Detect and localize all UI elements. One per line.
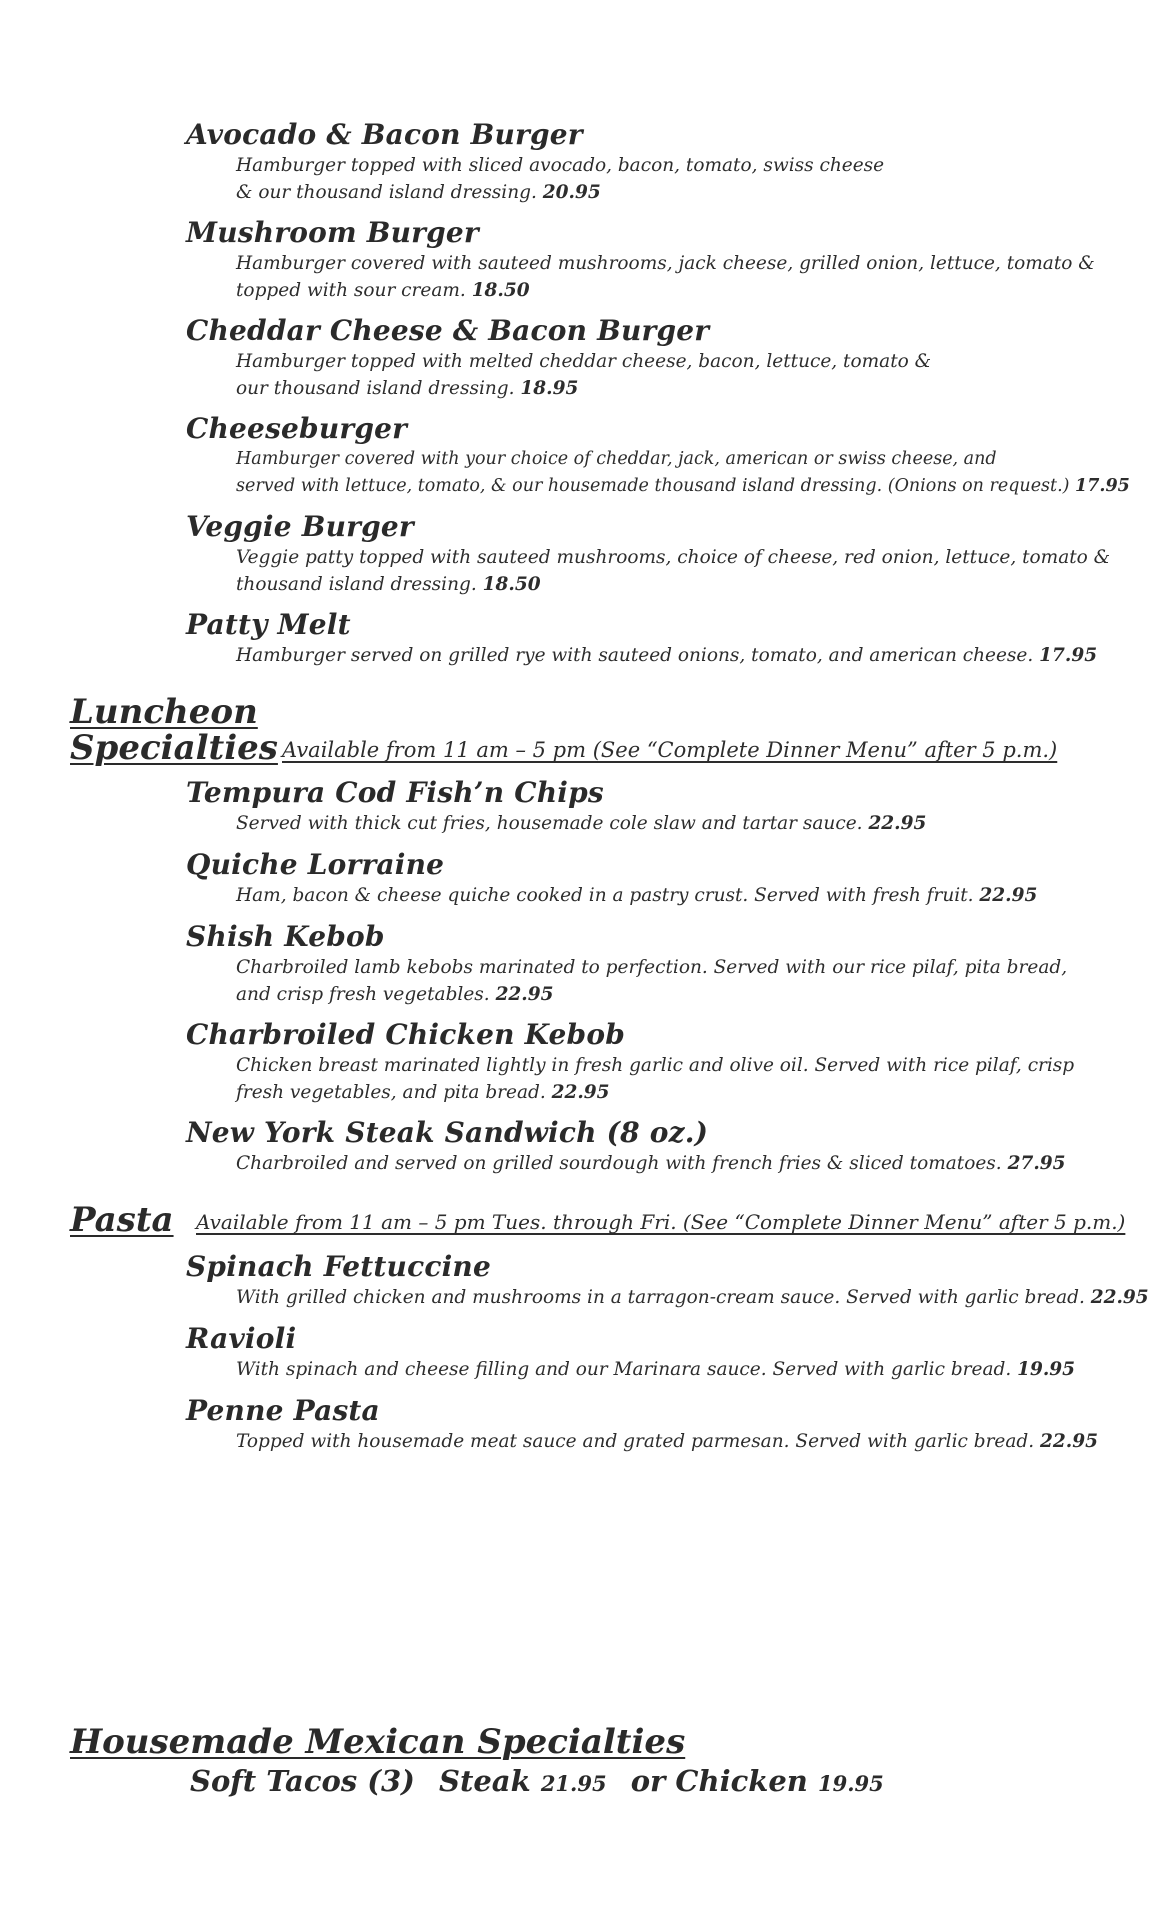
availability-note: Available from 11 am – 5 pm (See “Complete Dinner Menu” after 5 p.m.) <box>282 738 1058 762</box>
section-title: Housemade Mexican Specialties <box>70 1722 686 1762</box>
menu-item-name: Spinach Fettuccine <box>186 1250 491 1283</box>
menu-item-name: Avocado & Bacon Burger <box>186 118 583 151</box>
menu-item-description <box>236 152 884 206</box>
menu-item-price: 17.95 <box>1075 476 1130 496</box>
menu-item-price: 18.50 <box>482 574 541 595</box>
description-line: Charbroiled lamb kebobs marinated to perfection. Served with our rice pilaf, pita bread, <box>236 957 1068 978</box>
section-title: Pasta <box>70 1200 174 1240</box>
menu-item-price: 18.95 <box>520 378 579 399</box>
menu-item-name: Penne Pasta <box>186 1394 380 1427</box>
chicken-label: or Chicken <box>630 1764 808 1798</box>
menu-item-description <box>236 642 1097 669</box>
tacos-label: Soft Tacos (3) <box>190 1764 415 1798</box>
section-title-line: Luncheon <box>70 692 258 732</box>
menu-item-description <box>236 1150 1066 1177</box>
menu-item-name: Cheddar Cheese & Bacon Burger <box>186 314 710 347</box>
menu-item-description <box>236 1284 1149 1311</box>
description-line: Hamburger covered with sauteed mushrooms, jack cheese, grilled onion, lettuce, tomato & <box>236 253 1095 274</box>
menu-item-name: Patty Melt <box>186 608 351 641</box>
menu-item-price: 22.95 <box>495 984 554 1005</box>
steak-label: Steak <box>439 1764 531 1798</box>
description-line: Topped with housemade meat sauce and grated parmesan. Served with garlic bread. <box>236 1431 1035 1452</box>
menu-item-description <box>236 544 1110 598</box>
tacos-line <box>190 1764 884 1798</box>
menu-item-name: Tempura Cod Fish’n Chips <box>186 776 604 809</box>
menu-item-price: 17.95 <box>1039 645 1098 666</box>
menu-item-description <box>236 446 1130 500</box>
chicken-price: 19.95 <box>817 1771 884 1796</box>
description-line: Hamburger topped with melted cheddar cheese, bacon, lettuce, tomato & <box>236 351 932 372</box>
menu-item-description <box>236 1356 1075 1383</box>
menu-item-description <box>236 1428 1098 1455</box>
menu-item-price: 22.95 <box>979 885 1038 906</box>
menu-item-name: Mushroom Burger <box>186 216 479 249</box>
description-line: Hamburger covered with your choice of cheddar, jack, american or swiss cheese, and <box>236 449 997 469</box>
menu-item-description <box>236 1052 1074 1106</box>
menu-item-name: Veggie Burger <box>186 510 414 543</box>
steak-price: 21.95 <box>540 1771 607 1796</box>
description-line: topped with sour cream. <box>236 280 466 301</box>
description-line: thousand island dressing. <box>236 574 477 595</box>
description-line: Hamburger topped with sliced avocado, bacon, tomato, swiss cheese <box>236 155 885 176</box>
section-title-line: Specialties <box>70 728 278 768</box>
section-title <box>70 694 278 766</box>
menu-item-price: 22.95 <box>1040 1431 1098 1452</box>
description-line: Hamburger served on grilled rye with sauteed onions, tomato, and american cheese. <box>236 645 1034 666</box>
description-line: & our thousand island dressing. <box>236 182 537 203</box>
menu-item-name: Quiche Lorraine <box>186 848 445 881</box>
menu-item-price: 20.95 <box>542 182 601 203</box>
menu-item-name: Shish Kebob <box>186 920 385 953</box>
description-line: Served with thick cut fries, housemade cole slaw and tartar sauce. <box>236 813 863 834</box>
description-line: Ham, bacon & cheese quiche cooked in a pastry crust. Served with fresh fruit. <box>236 885 974 906</box>
menu-item-price: 27.95 <box>1007 1153 1066 1174</box>
menu-item-price: 19.95 <box>1017 1359 1076 1380</box>
menu-item-description <box>236 348 931 402</box>
description-line: With grilled chicken and mushrooms in a tarragon-cream sauce. Served with garlic bread. <box>236 1287 1085 1308</box>
description-line: fresh vegetables, and pita bread. <box>236 1082 546 1103</box>
menu-item-name: New York Steak Sandwich (8 oz.) <box>186 1116 709 1149</box>
description-line: Chicken breast marinated lightly in fresh garlic and olive oil. Served with rice pilaf, crisp <box>236 1055 1075 1076</box>
description-line: Charbroiled and served on grilled sourdough with french fries & sliced tomatoes. <box>236 1153 1002 1174</box>
menu-item-name: Ravioli <box>186 1322 297 1355</box>
menu-item-description <box>236 882 1037 909</box>
description-line: served with lettuce, tomato, & our housemade thousand island dressing. (Onions on request.) <box>236 476 1070 496</box>
menu-item-description <box>236 810 926 837</box>
menu-item-price: 22.95 <box>1090 1287 1149 1308</box>
menu-item-name: Cheeseburger <box>186 412 408 445</box>
description-line: our thousand island dressing. <box>236 378 515 399</box>
availability-note: Available from 11 am – 5 pm Tues. through Fri. (See “Complete Dinner Menu” after 5 p.m.) <box>196 1210 1126 1234</box>
description-line: With spinach and cheese filling and our Marinara sauce. Served with garlic bread. <box>236 1359 1012 1380</box>
menu-item-price: 18.50 <box>471 280 530 301</box>
description-line: and crisp fresh vegetables. <box>236 984 490 1005</box>
menu-item-description <box>236 954 1067 1008</box>
menu-item-price: 22.95 <box>551 1082 610 1103</box>
menu-item-price: 22.95 <box>868 813 927 834</box>
menu-item-name: Charbroiled Chicken Kebob <box>186 1018 625 1051</box>
menu-item-description <box>236 250 1095 304</box>
description-line: Veggie patty topped with sauteed mushrooms, choice of cheese, red onion, lettuce, tomato & <box>236 547 1111 568</box>
